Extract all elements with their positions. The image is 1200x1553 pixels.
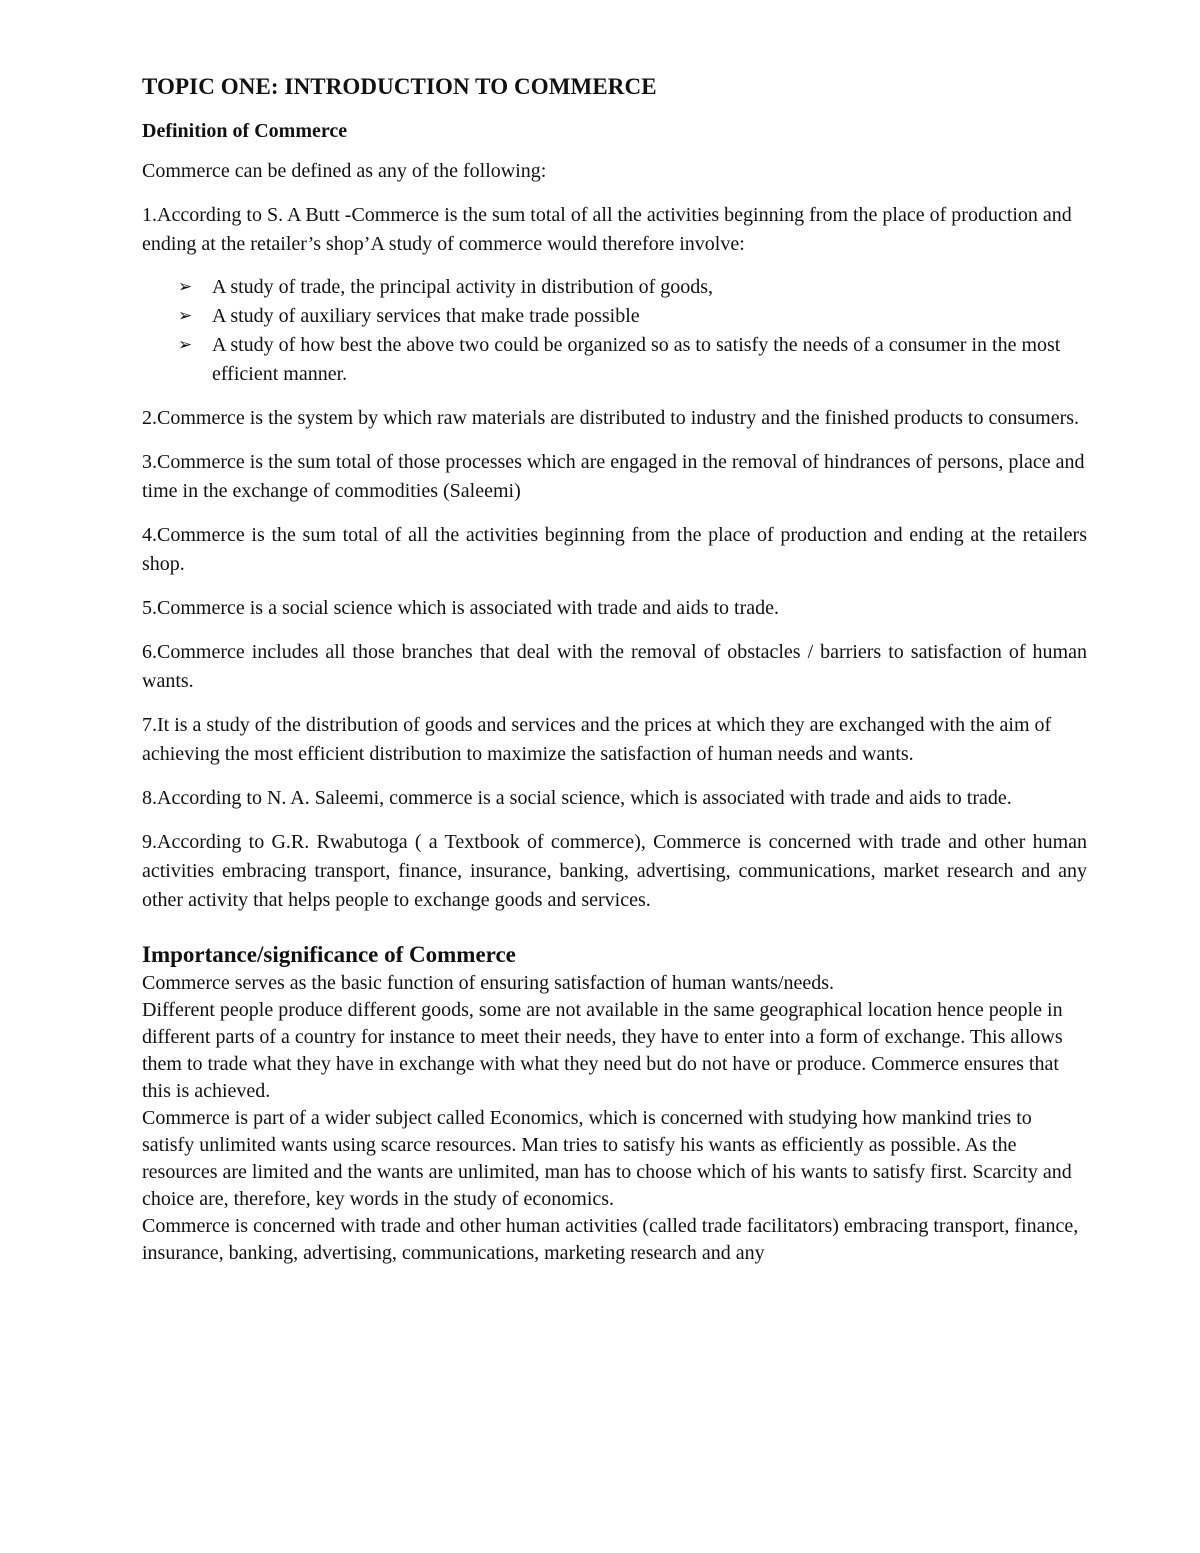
definition-number: 8.: [142, 787, 157, 809]
definition-item-1: [142, 201, 1087, 259]
arrow-bullet-icon: ➢: [178, 335, 193, 355]
definition-text: According to N. A. Saleemi, commerce is a social science, which is associated with trade and aids to trade.: [157, 787, 1012, 809]
importance-paragraph: Commerce is part of a wider subject called Economics, which is concerned with studying how mankind tries to satisfy unlimited wants using scarce resources. Man tries to satisfy his wants as efficiently as possible. As the resources are limited and the wants are unlimited, man has to choose which of his wants to satisfy first. Scarcity and choice are, therefore, key words in the study of economics.: [142, 1107, 1072, 1210]
definition-number: 4.: [142, 524, 157, 546]
list-item: [142, 273, 1087, 302]
importance-heading: Importance/significance of Commerce: [142, 942, 516, 967]
definition-text: According to G.R. Rwabutoga ( a Textbook of commerce), Commerce is concerned with trade and other human activities embracing transport, finance, insurance, banking, advertising, communications, market research and any other activity that helps people to exchange goods and services.: [142, 831, 1087, 911]
definition-text: Commerce is the system by which raw materials are distributed to industry and the finished products to consumers.: [157, 407, 1080, 429]
list-item: [142, 331, 1087, 389]
definition-item-7: [142, 711, 1087, 769]
definition-text: According to S. A Butt -Commerce is the sum total of all the activities beginning from the place of production and ending at the retailer’s shop’A study of commerce would therefore involve:: [142, 204, 1072, 255]
definition-item-4: [142, 521, 1087, 579]
arrow-bullet-icon: ➢: [178, 277, 193, 297]
definition-number: 3.: [142, 451, 157, 473]
definition-item-8: [142, 784, 1087, 813]
bullet-text: A study of how best the above two could be organized so as to satisfy the needs of a consumer in the most efficient manner.: [212, 334, 1061, 385]
definition-item-2: [142, 404, 1087, 433]
definition-item-5: [142, 594, 1087, 623]
importance-paragraph: Commerce serves as the basic function of ensuring satisfaction of human wants/needs.: [142, 972, 835, 994]
definition-text: Commerce is a social science which is associated with trade and aids to trade.: [157, 597, 780, 619]
definition-number: 1.: [142, 204, 157, 226]
definition-number: 7.: [142, 714, 157, 736]
definition-text: It is a study of the distribution of goods and services and the prices at which they are exchanged with the aim of achieving the most efficient distribution to maximize the satisfaction of human needs and wants.: [142, 714, 1052, 765]
definition-text: Commerce includes all those branches that deal with the removal of obstacles / barriers to satisfaction of human wants.: [142, 641, 1087, 692]
definition-number: 6.: [142, 641, 157, 663]
document-page: [142, 72, 1087, 1267]
definition-number: 5.: [142, 597, 157, 619]
page-title: TOPIC ONE: INTRODUCTION TO COMMERCE: [142, 74, 657, 99]
definition-item-6: [142, 638, 1087, 696]
intro-text: Commerce can be defined as any of the following:: [142, 160, 547, 182]
importance-paragraph: Different people produce different goods, some are not available in the same geographical location hence people in different parts of a country for instance to meet their needs, they have to enter into a form of exchange. This allows them to trade what they have in exchange with what they need but do not have or produce. Commerce ensures that this is achieved.: [142, 999, 1063, 1102]
arrow-bullet-icon: ➢: [178, 306, 193, 326]
list-item: [142, 302, 1087, 331]
definition-number: 9.: [142, 831, 157, 853]
definition-number: 2.: [142, 407, 157, 429]
definition-item-9: [142, 828, 1087, 915]
definition-item-3: [142, 448, 1087, 506]
definition-text: Commerce is the sum total of all the activities beginning from the place of production and ending at the retailers shop.: [142, 524, 1087, 575]
importance-paragraph: Commerce is concerned with trade and other human activities (called trade facilitators) embracing transport, finance, insurance, banking, advertising, communications, marketing research and any: [142, 1215, 1079, 1264]
bullet-text: A study of trade, the principal activity in distribution of goods,: [212, 276, 714, 298]
importance-section: [142, 970, 1087, 1267]
definition-heading: Definition of Commerce: [142, 120, 348, 142]
definition-text: Commerce is the sum total of those processes which are engaged in the removal of hindrances of persons, place and time in the exchange of commodities (Saleemi): [142, 451, 1085, 502]
bullet-text: A study of auxiliary services that make trade possible: [212, 305, 640, 327]
bullet-list: [142, 273, 1087, 389]
